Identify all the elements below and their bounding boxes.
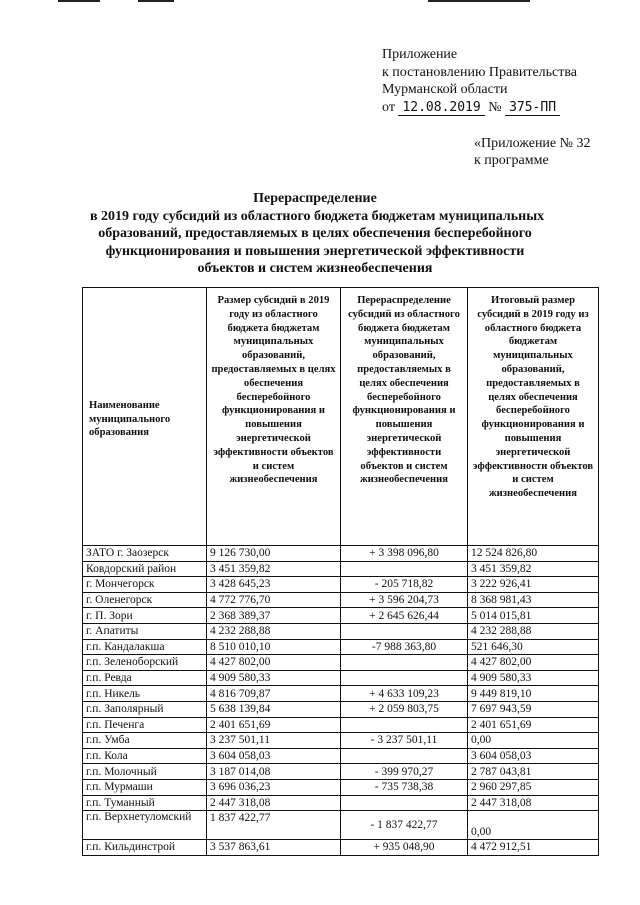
- cell-size: 4 909 580,33: [207, 670, 341, 686]
- cell-total: 4 232 288,88: [468, 623, 599, 639]
- cell-redistribution: [341, 795, 468, 811]
- table-row: [83, 639, 599, 655]
- cell-total: 2 960 297,85: [468, 779, 599, 795]
- cell-total: 7 697 943,59: [468, 701, 599, 717]
- cell-redistribution: - 735 738,38: [341, 779, 468, 795]
- table-row: [83, 764, 599, 780]
- cell-redistribution: - 399 970,27: [341, 764, 468, 780]
- table-row: [83, 608, 599, 624]
- appendix-block: [474, 135, 591, 169]
- decree-number: 375-ПП: [505, 100, 560, 116]
- scan-edge-line-mid: [138, 0, 174, 2]
- cell-size: 2 401 651,69: [207, 717, 341, 733]
- table-row: [83, 623, 599, 639]
- date-prefix: от: [382, 99, 395, 115]
- cell-size: 5 638 139,84: [207, 701, 341, 717]
- cell-name: г.п. Ревда: [83, 670, 207, 686]
- table-row: [83, 733, 599, 749]
- cell-total: 4 909 580,33: [468, 670, 599, 686]
- cell-size: 3 237 501,11: [207, 733, 341, 749]
- cell-name: г.п. Печенга: [83, 717, 207, 733]
- cell-name: г. Мончегорск: [83, 577, 207, 593]
- cell-total: 4 472 912,51: [468, 840, 599, 856]
- cell-redistribution: [341, 748, 468, 764]
- approval-date-line: [382, 99, 577, 117]
- approval-line-3: Мурманской области: [382, 82, 508, 97]
- title-line-1: Перераспределение: [253, 191, 377, 206]
- cell-size: 1 837 422,77: [207, 811, 341, 840]
- table-row: [83, 577, 599, 593]
- cell-total: 4 427 802,00: [468, 655, 599, 671]
- cell-name: г.п. Мурмаши: [83, 779, 207, 795]
- cell-redistribution: [341, 655, 468, 671]
- table-row: [83, 592, 599, 608]
- cell-size: 3 428 645,23: [207, 577, 341, 593]
- cell-redistribution: + 4 633 109,23: [341, 686, 468, 702]
- cell-total: 3 451 359,82: [468, 561, 599, 577]
- scan-edge-line-right: [428, 0, 530, 2]
- cell-total: 12 524 826,80: [468, 546, 599, 562]
- table-row: [83, 655, 599, 671]
- cell-redistribution: -7 988 363,80: [341, 639, 468, 655]
- cell-size: 4 427 802,00: [207, 655, 341, 671]
- cell-name: г.п. Заполярный: [83, 701, 207, 717]
- cell-total: 0,00: [468, 811, 599, 840]
- table-row: [83, 717, 599, 733]
- cell-name: г.п. Молочный: [83, 764, 207, 780]
- scan-edge-line-left: [58, 0, 100, 2]
- cell-total: 5 014 015,81: [468, 608, 599, 624]
- approval-line-1: Приложение: [382, 47, 458, 62]
- cell-size: 9 126 730,00: [207, 546, 341, 562]
- cell-size: 3 604 058,03: [207, 748, 341, 764]
- cell-size: 4 816 709,87: [207, 686, 341, 702]
- table-row: [83, 546, 599, 562]
- cell-total: 521 646,30: [468, 639, 599, 655]
- cell-redistribution: + 3 596 204,73: [341, 592, 468, 608]
- cell-total: 8 368 981,43: [468, 592, 599, 608]
- cell-total: 3 604 058,03: [468, 748, 599, 764]
- cell-name: г.п. Туманный: [83, 795, 207, 811]
- table-row: [83, 686, 599, 702]
- cell-name: г.п. Кола: [83, 748, 207, 764]
- header-total: Итоговый размер субсидий в 2019 году из областного бюджета бюджетам муниципальных образований, предоставляемых в целях обеспечения бесперебойного функционирования и повышения энергетической эффективности объектов и систем жизнеобеспечения: [468, 288, 599, 546]
- table-row: [83, 701, 599, 717]
- cell-size: 4 232 288,88: [207, 623, 341, 639]
- approval-line-2: к постановлению Правительства: [382, 64, 578, 80]
- header-municipality: Наименование муниципального образования: [83, 288, 207, 546]
- number-prefix: №: [488, 99, 502, 115]
- cell-redistribution: [341, 561, 468, 577]
- title-line-3: образований, предоставляемых в целях обеспечения бесперебойного: [98, 226, 532, 241]
- cell-total: 2 447 318,08: [468, 795, 599, 811]
- cell-redistribution: + 3 398 096,80: [341, 546, 468, 562]
- appendix-line-2: к программе: [474, 153, 549, 168]
- cell-size: 3 537 863,61: [207, 840, 341, 856]
- table-row: [83, 811, 599, 840]
- cell-total: 0,00: [468, 733, 599, 749]
- cell-redistribution: + 2 645 626,44: [341, 608, 468, 624]
- cell-redistribution: + 2 059 803,75: [341, 701, 468, 717]
- table-row: [83, 561, 599, 577]
- cell-redistribution: - 205 718,82: [341, 577, 468, 593]
- cell-total: 2 787 043,81: [468, 764, 599, 780]
- title-line-5: объектов и систем жизнеобеспечения: [197, 261, 433, 276]
- table-header-row: [83, 288, 599, 546]
- cell-name: г.п. Кильдинстрой: [83, 840, 207, 856]
- subsidy-table: [82, 287, 599, 856]
- cell-total: 2 401 651,69: [468, 717, 599, 733]
- title-line-2: в 2019 году субсидий из областного бюджета бюджетам муниципальных: [90, 208, 545, 224]
- cell-redistribution: [341, 623, 468, 639]
- decree-date: 12.08.2019: [398, 100, 484, 116]
- cell-name: г.п. Кандалакша: [83, 639, 207, 655]
- table-row: [83, 840, 599, 856]
- table-row: [83, 779, 599, 795]
- cell-size: 3 187 014,08: [207, 764, 341, 780]
- cell-name: г.п. Верхнетуломский: [83, 811, 207, 840]
- cell-size: 8 510 010,10: [207, 639, 341, 655]
- header-redistribution: Перераспределение субсидий из областного бюджета бюджетам муниципальных образований, предоставляемых в целях обеспечения бесперебойного функционирования и повышения энергетической эффективности объектов и систем жизнеобеспечения: [341, 288, 468, 546]
- cell-redistribution: + 935 048,90: [341, 840, 468, 856]
- title-line-4: функционирования и повышения энергетической эффективности: [105, 243, 525, 259]
- header-subsidy-size: Размер субсидий в 2019 году из областного бюджета бюджетам муниципальных образований, предоставляемых в целях обеспечения бесперебойного функционирования и повышения энергетической эффективности объектов и систем жизнеобеспечения: [207, 288, 341, 546]
- approval-block: [382, 46, 577, 116]
- cell-redistribution: [341, 670, 468, 686]
- table-row: [83, 670, 599, 686]
- cell-size: 2 368 389,37: [207, 608, 341, 624]
- cell-name: г.п. Зеленоборский: [83, 655, 207, 671]
- cell-redistribution: - 1 837 422,77: [341, 811, 468, 840]
- appendix-line-1: «Приложение № 32: [474, 136, 591, 151]
- cell-total: 3 222 926,41: [468, 577, 599, 593]
- cell-name: г. Апатиты: [83, 623, 207, 639]
- document-title: [90, 190, 545, 278]
- cell-redistribution: - 3 237 501,11: [341, 733, 468, 749]
- cell-size: 4 772 776,70: [207, 592, 341, 608]
- cell-name: Ковдорский район: [83, 561, 207, 577]
- cell-redistribution: [341, 717, 468, 733]
- cell-name: г. П. Зори: [83, 608, 207, 624]
- cell-size: 3 696 036,23: [207, 779, 341, 795]
- cell-name: г.п. Умба: [83, 733, 207, 749]
- cell-name: г.п. Никель: [83, 686, 207, 702]
- table-row: [83, 795, 599, 811]
- cell-size: 2 447 318,08: [207, 795, 341, 811]
- cell-size: 3 451 359,82: [207, 561, 341, 577]
- table-row: [83, 748, 599, 764]
- cell-total: 9 449 819,10: [468, 686, 599, 702]
- cell-name: г. Оленегорск: [83, 592, 207, 608]
- cell-name: ЗАТО г. Заозерск: [83, 546, 207, 562]
